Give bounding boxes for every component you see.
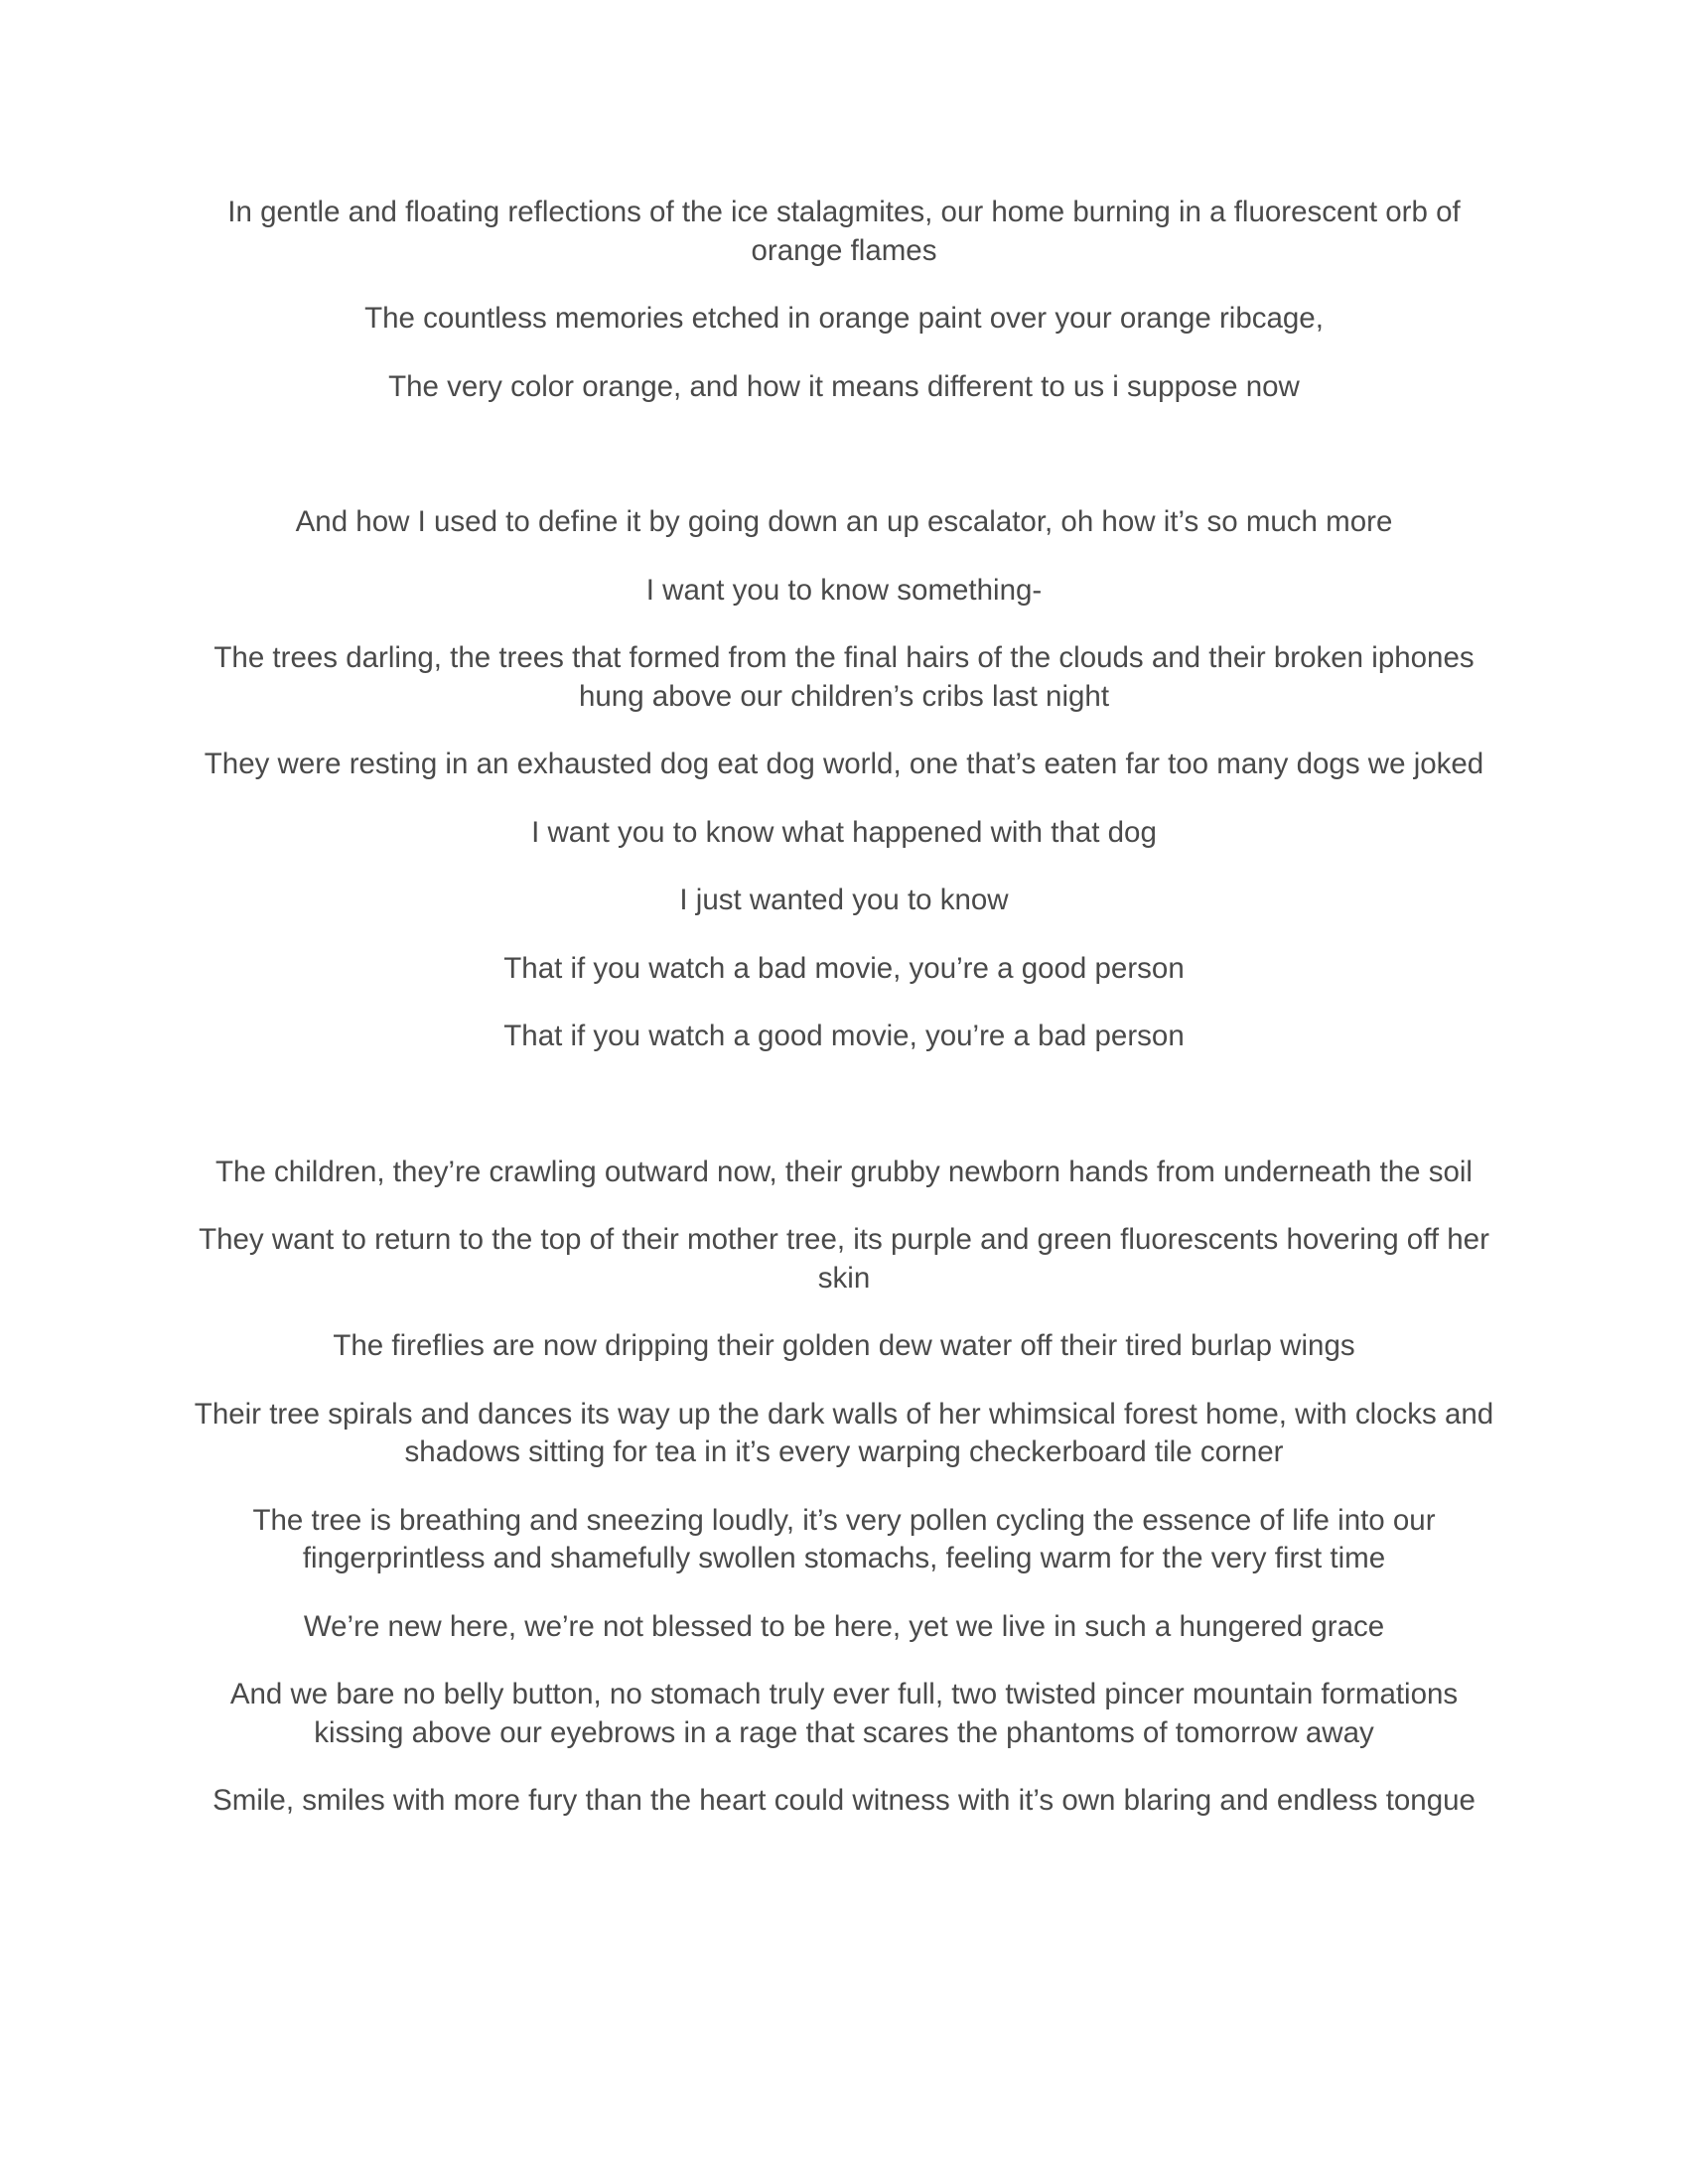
stanza-1 [189,194,1499,406]
poem-line: And how I used to define it by going down an up escalator, oh how it’s so much more [295,505,1393,538]
poem-line: That if you watch a bad movie, you’re a good person [503,951,1185,985]
poem-line: The very color orange, and how it means different to us i suppose now [388,369,1300,403]
poem-line: I want you to know what happened with that dog [531,815,1157,849]
poem-line: The tree is breathing and sneezing loudly, it’s very pollen cycling the essence of life into our fingerprintless and shamefully swollen stomachs, feeling warm for the very first time [252,1503,1436,1574]
stanza-break [189,1086,1499,1154]
poem-line: I just wanted you to know [679,884,1009,916]
poem-line: They were resting in an exhausted dog eat dog world, one that’s eaten far too many dogs we joked [204,748,1484,780]
poem-line: I want you to know something- [645,573,1043,607]
poem-body [189,194,1499,1850]
stanza-2 [189,503,1499,1056]
poem-line: The children, they’re crawling outward now, their grubby newborn hands from underneath the soil [215,1155,1473,1188]
poem-line: The countless memories etched in orange paint over your orange ribcage, [364,302,1324,335]
poem-line: They want to return to the top of their mother tree, its purple and green fluorescents hovering off her skin [199,1223,1489,1295]
stanza-3 [189,1154,1499,1821]
poem-line: And we bare no belly button, no stomach truly ever full, two twisted pincer mountain formations kissing above our eyebrows in a rage that scares the phantoms of tomorrow away [229,1678,1459,1749]
poem-line: The trees darling, the trees that formed from the final hairs of the clouds and their broken iphones hung above our children’s cribs last night [213,641,1475,713]
poem-line: The fireflies are now dripping their golden dew water off their tired burlap wings [333,1329,1355,1362]
poem-line: Smile, smiles with more fury than the heart could witness with it’s own blaring and endless tongue [212,1784,1476,1817]
poem-line: Their tree spirals and dances its way up the dark walls of her whimsical forest home, with clocks and shadows sitting for tea in it’s every warping checkerboard tile corner [194,1397,1494,1468]
stanza-break [189,436,1499,503]
poem-line: In gentle and floating reflections of the ice stalagmites, our home burning in a fluorescent orb of orange flames [227,196,1461,267]
poem-line: That if you watch a good movie, you’re a bad person [503,1020,1185,1052]
poem-line: We’re new here, we’re not blessed to be here, yet we live in such a hungered grace [303,1609,1385,1643]
